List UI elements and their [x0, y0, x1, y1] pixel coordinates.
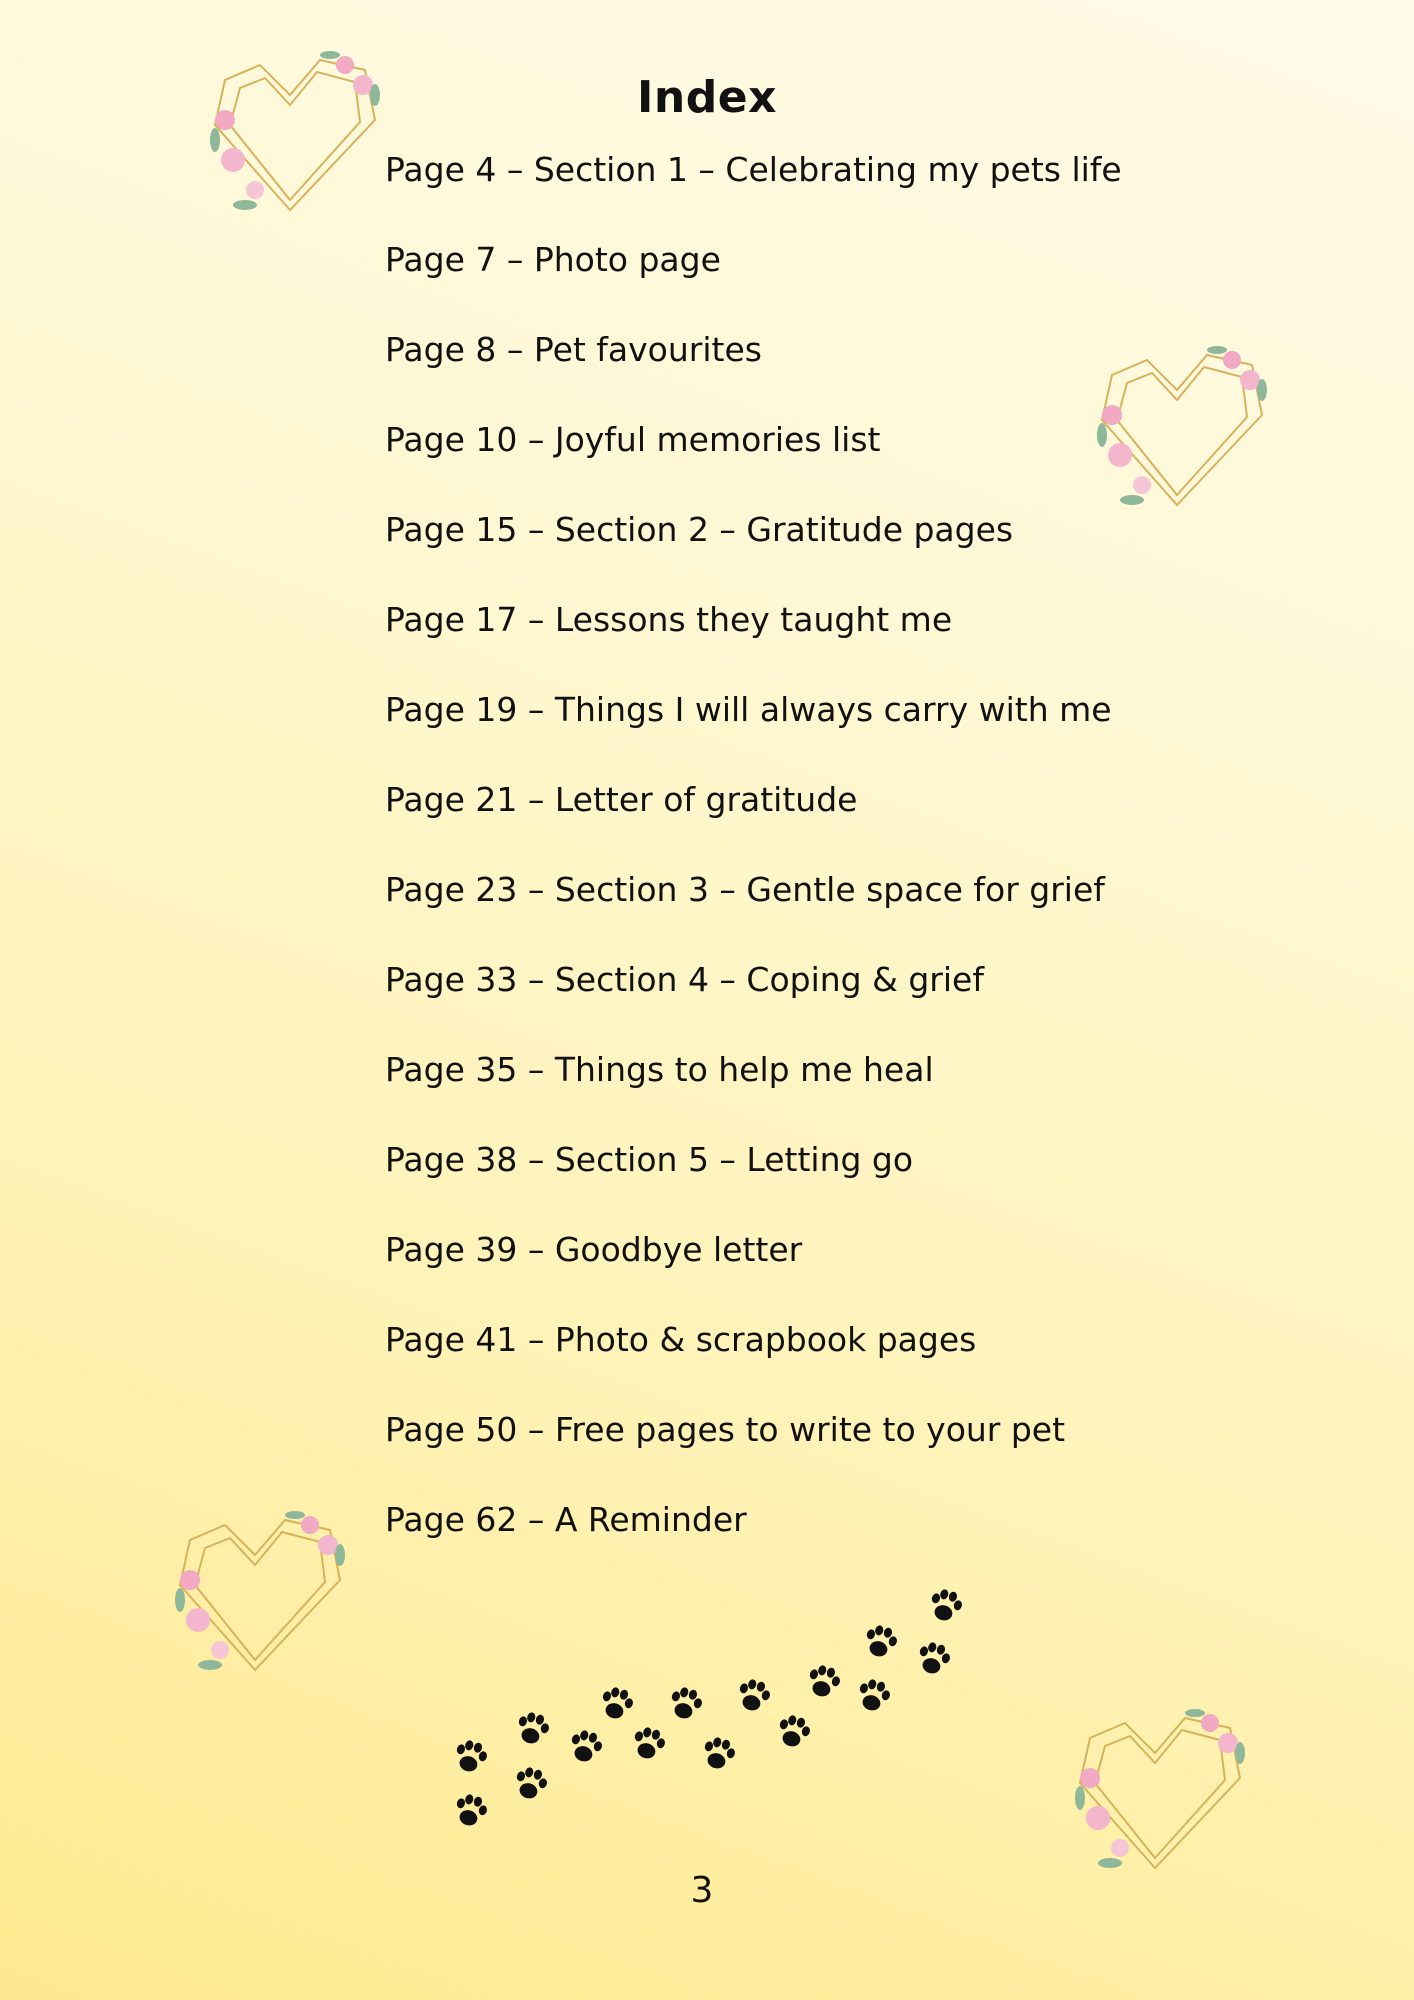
index-entry: Page 38 – Section 5 – Letting go [385, 1140, 914, 1179]
index-entry: Page 33 – Section 4 – Coping & grief [385, 960, 984, 999]
index-entry: Page 10 – Joyful memories list [385, 420, 881, 459]
paw-icon [452, 1738, 490, 1775]
index-entry: Page 35 – Things to help me heal [385, 1050, 934, 1089]
page-title: Index [637, 72, 777, 123]
paw-icon [735, 1677, 773, 1714]
floral-heart-frame-icon [195, 40, 385, 220]
paw-icon [514, 1710, 552, 1747]
index-entry: Page 4 – Section 1 – Celebrating my pets life [385, 150, 1122, 189]
paw-icon [805, 1663, 843, 1700]
index-entry: Page 41 – Photo & scrapbook pages [385, 1320, 977, 1359]
paw-icon [700, 1735, 738, 1772]
index-entry: Page 15 – Section 2 – Gratitude pages [385, 510, 1014, 549]
floral-heart-frame-icon [1060, 1698, 1250, 1878]
index-entry: Page 50 – Free pages to write to your pet [385, 1410, 1066, 1449]
floral-heart-frame-icon [160, 1500, 350, 1680]
paw-icon [915, 1640, 953, 1677]
paw-prints-trail [440, 1580, 980, 1840]
paw-icon [862, 1623, 900, 1660]
index-entry: Page 39 – Goodbye letter [385, 1230, 803, 1269]
index-entry: Page 19 – Things I will always carry with me [385, 690, 1112, 729]
paw-icon [630, 1725, 668, 1762]
floral-heart-frame-icon [1082, 335, 1272, 515]
index-entry: Page 17 – Lessons they taught me [385, 600, 953, 639]
index-entry: Page 7 – Photo page [385, 240, 721, 279]
index-entry: Page 8 – Pet favourites [385, 330, 762, 369]
paw-icon [598, 1685, 636, 1722]
paw-icon [855, 1677, 893, 1714]
paw-icon [667, 1685, 705, 1722]
paw-icon [567, 1728, 605, 1765]
paw-icon [775, 1713, 813, 1750]
paw-icon [512, 1765, 550, 1802]
index-entry: Page 23 – Section 3 – Gentle space for grief [385, 870, 1105, 909]
index-entry: Page 62 – A Reminder [385, 1500, 747, 1539]
index-entry: Page 21 – Letter of gratitude [385, 780, 858, 819]
page-number: 3 [690, 1870, 714, 1911]
paw-icon [452, 1792, 490, 1829]
paw-icon [927, 1587, 965, 1624]
